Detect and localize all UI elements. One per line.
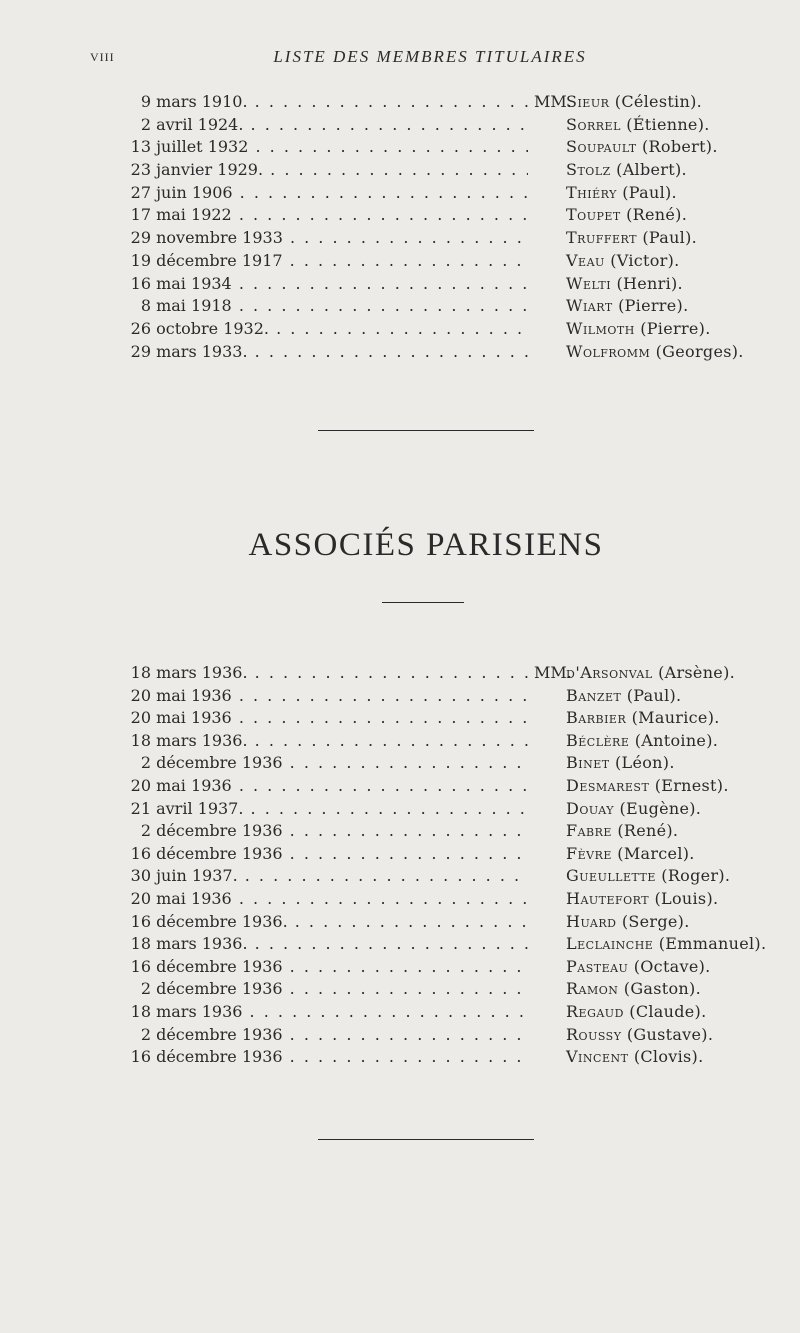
member-surname: Hautefort [566,888,650,908]
member-given-name: (René). [617,821,679,841]
election-date [120,136,528,159]
member-surname: Wolfromm [566,341,651,361]
titulaires-list [0,91,800,363]
election-month-year: mai 1922 . . . [156,205,528,224]
member-surname: d'Arsonval [566,663,653,682]
member-surname: Vincent [566,1047,629,1067]
election-date [120,1001,528,1024]
member-entry [0,730,800,753]
election-date [120,91,528,114]
election-day: 30 [130,866,151,886]
election-day: 2 [140,753,151,773]
election-day: 16 [130,911,151,931]
election-date [120,182,528,205]
election-date [120,1046,528,1069]
election-date [120,204,528,227]
member-name [566,1046,703,1069]
election-day: 18 [130,663,151,682]
election-date [120,798,528,821]
member-surname: Fèvre [566,843,612,863]
member-surname: Soupault [566,137,637,157]
member-given-name: (Georges). [655,341,744,361]
member-name [566,91,702,114]
election-month-year: mai 1918 . . . [156,296,528,315]
member-name [566,820,678,843]
election-month-year: juillet 1932 . . . [156,137,528,156]
member-name [566,662,735,685]
member-name [566,159,687,182]
member-surname: Wiart [566,296,613,316]
member-entry [0,798,800,821]
election-month-year: décembre 1936 . . . [156,979,528,998]
election-day: 2 [140,114,151,134]
member-surname: Welti [566,273,612,293]
election-date [120,865,528,888]
election-day: 18 [130,934,151,954]
election-month-year: décembre 1936 . . . [156,1047,528,1066]
member-surname: Gueullette [566,866,656,886]
member-entry [0,820,800,843]
election-month-year: juin 1937. . . . [156,866,528,885]
election-date [120,956,528,979]
member-given-name: (Claude). [629,1001,707,1021]
member-entry [0,978,800,1001]
member-given-name: (Louis). [654,888,719,908]
election-day: 23 [130,160,151,180]
member-entry [0,273,800,296]
member-given-name: (Léon). [615,753,675,773]
election-month-year: mai 1936 . . . [156,889,528,908]
member-name [566,730,718,753]
election-month-year: mars 1933. . . . [156,342,528,361]
member-name [566,911,690,934]
member-entry [0,114,800,137]
election-month-year: mars 1936 . . . [156,1002,528,1021]
election-day: 29 [130,228,151,248]
member-given-name: (Paul). [622,182,677,202]
election-month-year: mars 1936. . . . [156,934,528,953]
election-date [120,775,528,798]
election-month-year: mars 1936. . . . [156,663,528,682]
election-day: 17 [130,205,151,225]
member-surname: Stolz [566,160,611,180]
election-month-year: novembre 1933 . . . [156,228,528,247]
member-entry [0,956,800,979]
member-name [566,978,701,1001]
member-surname: Barbier [566,708,627,728]
member-name [566,295,688,318]
member-name [566,1024,713,1047]
member-surname: Douay [566,798,615,818]
member-surname: Sieur [566,92,610,111]
member-given-name: (Emmanuel). [658,934,767,954]
member-entry [0,227,800,250]
election-month-year: juin 1906 . . . [156,183,528,202]
member-entry [0,865,800,888]
election-month-year: décembre 1917 . . . [156,251,528,270]
honorific-prefix: MM. [534,663,572,682]
member-entry [0,318,800,341]
member-given-name: (Clovis). [633,1047,704,1067]
election-month-year: avril 1924. . . . [156,115,528,134]
member-given-name: (Arsène). [658,663,736,682]
member-name [566,685,681,708]
member-entry [0,1046,800,1069]
election-date [120,730,528,753]
election-date [120,820,528,843]
page-number: VIII [90,50,115,64]
member-given-name: (Antoine). [634,730,719,750]
member-given-name: (Ernest). [654,775,729,795]
member-surname: Truffert [566,228,637,248]
election-date [120,114,528,137]
election-date [120,250,528,273]
election-date [120,933,528,956]
election-date [120,273,528,296]
election-month-year: décembre 1936 . . . [156,753,528,772]
member-given-name: (Paul). [642,228,698,248]
election-month-year: décembre 1936 . . . [156,844,528,863]
member-surname: Sorrel [566,114,621,134]
election-date [120,341,528,364]
member-given-name: (Maurice). [631,708,720,728]
member-entry [0,888,800,911]
member-surname: Huard [566,911,617,931]
election-day: 20 [130,708,151,728]
title-underline [382,602,464,603]
member-given-name: (Octave). [633,956,711,976]
election-date [120,911,528,934]
election-day: 2 [140,979,151,999]
election-date [120,685,528,708]
member-name [566,843,695,866]
member-given-name: (Victor). [610,250,680,270]
member-name [566,182,677,205]
election-day: 16 [130,273,151,293]
member-surname: Leclainche [566,934,654,954]
election-day: 16 [130,1047,151,1067]
member-surname: Veau [566,250,605,270]
member-name [566,341,744,364]
member-entry [0,685,800,708]
member-surname: Béclère [566,730,630,750]
member-surname: Toupet [566,205,621,225]
election-month-year: mars 1910. . . . [156,92,528,111]
election-day: 13 [130,137,151,157]
member-entry [0,91,800,114]
election-month-year: décembre 1936 . . . [156,821,528,840]
election-day: 9 [140,92,151,111]
member-entry [0,295,800,318]
member-given-name: (René). [626,205,688,225]
election-date [120,1024,528,1047]
member-name [566,1001,706,1024]
member-given-name: (Célestin). [614,92,703,111]
member-given-name: (Marcel). [617,843,695,863]
election-day: 27 [130,182,151,202]
member-entry [0,707,800,730]
member-entry [0,662,800,685]
election-day: 16 [130,956,151,976]
member-name [566,318,711,341]
member-entry [0,136,800,159]
election-date [120,707,528,730]
election-month-year: mai 1936 . . . [156,776,528,795]
member-entry [0,159,800,182]
member-name [566,204,687,227]
member-name [566,227,697,250]
member-given-name: (Gaston). [623,979,701,999]
member-name [566,250,680,273]
member-surname: Binet [566,753,610,773]
member-entry [0,1001,800,1024]
election-date [120,318,528,341]
election-date [120,978,528,1001]
member-name [566,136,718,159]
election-date [120,662,528,685]
election-day: 21 [130,798,151,818]
member-given-name: (Albert). [616,160,687,180]
election-day: 2 [140,1024,151,1044]
election-date [120,752,528,775]
election-date [120,159,528,182]
member-given-name: (Robert). [642,137,718,157]
member-entry [0,250,800,273]
member-name [566,273,683,296]
member-given-name: (Étienne). [626,114,710,134]
member-entry [0,204,800,227]
election-month-year: janvier 1929. . . . [156,160,528,179]
member-entry [0,182,800,205]
member-name [566,933,766,956]
member-name [566,752,675,775]
member-given-name: (Paul). [626,685,682,705]
election-day: 2 [140,821,151,841]
election-day: 19 [130,250,151,270]
election-day: 18 [130,1001,151,1021]
member-given-name: (Eugène). [619,798,702,818]
member-surname: Banzet [566,685,622,705]
member-given-name: (Roger). [661,866,731,886]
election-month-year: avril 1937. . . . [156,799,528,818]
election-date [120,227,528,250]
associes-list [0,662,800,1069]
election-month-year: mai 1936 . . . [156,686,528,705]
election-date [120,888,528,911]
running-title: LISTE DES MEMBRES TITULAIRES [273,47,587,66]
member-name [566,775,729,798]
end-rule [318,1139,534,1140]
election-month-year: décembre 1936 . . . [156,957,528,976]
member-entry [0,1024,800,1047]
election-day: 8 [140,296,151,316]
separator-rule [318,430,534,431]
member-surname: Pasteau [566,956,629,976]
election-day: 20 [130,685,151,705]
member-given-name: (Serge). [621,911,690,931]
election-day: 16 [130,843,151,863]
member-name [566,956,711,979]
member-entry [0,341,800,364]
member-entry [0,752,800,775]
election-month-year: mars 1936. . . . [156,731,528,750]
election-day: 26 [130,318,151,338]
member-surname: Desmarest [566,775,650,795]
member-name [566,114,710,137]
election-month-year: décembre 1936. . . . [156,912,528,931]
election-date [120,295,528,318]
election-month-year: décembre 1936 . . . [156,1025,528,1044]
election-month-year: mai 1934 . . . [156,274,528,293]
election-month-year: mai 1936 . . . [156,708,528,727]
member-name [566,707,720,730]
member-given-name: (Pierre). [640,318,711,338]
section-title: ASSOCIÉS PARISIENS [248,527,604,563]
election-date [120,843,528,866]
election-day: 29 [130,341,151,361]
member-surname: Fabre [566,821,612,841]
member-surname: Regaud [566,1001,624,1021]
election-day: 20 [130,775,151,795]
member-name [566,888,718,911]
member-entry [0,775,800,798]
member-name [566,798,701,821]
election-month-year: octobre 1932. . . . [156,319,528,338]
member-surname: Wilmoth [566,318,635,338]
election-day: 20 [130,888,151,908]
honorific-prefix: MM. [534,92,572,111]
member-entry [0,911,800,934]
member-surname: Roussy [566,1024,622,1044]
member-given-name: (Gustave). [626,1024,714,1044]
member-given-name: (Pierre). [618,296,689,316]
member-surname: Ramon [566,979,619,999]
member-given-name: (Henri). [616,273,683,293]
member-name [566,865,730,888]
election-day: 18 [130,730,151,750]
member-surname: Thiéry [566,182,617,202]
member-entry [0,843,800,866]
member-entry [0,933,800,956]
